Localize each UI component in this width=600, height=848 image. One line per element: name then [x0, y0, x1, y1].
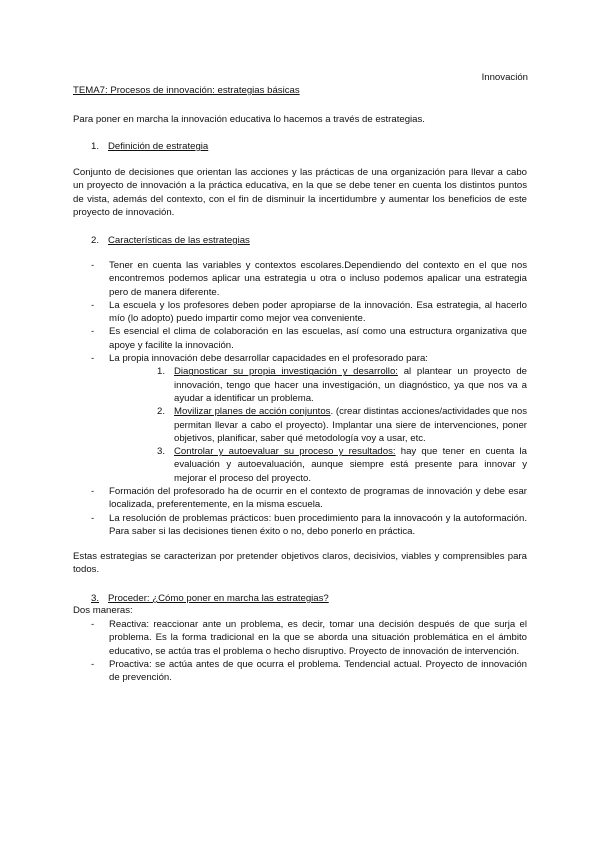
header-subject: Innovación — [481, 72, 528, 83]
sub-item-number: 2. — [157, 406, 166, 418]
sub-item-number: 3. — [157, 446, 166, 458]
section1-title: Definición de estrategia — [108, 141, 209, 152]
intro-paragraph: Para poner en marcha la innovación educativa lo hacemos a través de estrategias. — [73, 114, 425, 125]
section2-heading — [91, 234, 250, 247]
section3-title: Proceder: ¿Cómo poner en marcha las estrategias? — [108, 593, 329, 604]
page-title: TEMA7: Procesos de innovación: estrategias básicas — [73, 85, 300, 96]
sub-list-item — [157, 405, 527, 445]
list-item: - Tener en cuenta las variables y contextos escolares.Dependiendo del contexto en el que nos encontremos podemos aplicar una estrategia u otra o incluso podemos apalicar una estrategia pero de manera diferente. — [91, 259, 527, 299]
list-item: - La escuela y los profesores deben poder apropiarse de la innovación. Esa estrategia, al hacerlo mío (lo adopto) puedo impartir como mejor vea conveniente. — [91, 299, 527, 326]
section2-title: Características de las estrategias — [108, 235, 250, 246]
list-item: - Reactiva: reaccionar ante un problema, es decir, tomar una decisión después de que surja el problema. Es la forma tradicional en la que se aborda una situación problemática en el ámbito educativo, se actúa tras el problema o hecho disruptivo. Proyecto de innovación de intervención. — [91, 618, 527, 658]
list-item: - Formación del profesorado ha de ocurrir en el contexto de programas de innovación y debe esar localizada, preferentemente, en la misma escuela. — [91, 485, 527, 512]
section1-number: 1. — [91, 141, 100, 152]
capacities-list — [109, 365, 527, 485]
section3-lead: Dos maneras: — [73, 605, 133, 616]
sub-item-text: al plantear un proyecto de innovación, tengo que hacer una investigación, un diagnóstico, ya que nos va a ayudar a identificar un problema. — [174, 366, 527, 404]
list-item: - La resolución de problemas prácticos: buen procedimiento para la innovacoón y la autoformación. Para saber si las decisiones tienen éxito o no, debo ponerlo en práctica. — [91, 512, 527, 539]
sub-item-text: . (crear distintas acciones/actividades que nos permitan llevar a cabo el proyecto). Implantar una siere de intervenciones, poner objetivos, planificar, saber qué metodología voy a usar, etc. — [174, 406, 528, 444]
sub-item-text: hay que tener en cuenta la evaluación y autoevaluación, aunque siempre está presente para innovar y mejorar el proceso del proyecto. — [174, 446, 527, 484]
list-item: - Proactiva: se actúa antes de que ocurra el problema. Tendencial actual. Proyecto de innovación de prevención. — [91, 658, 527, 685]
section2-list — [91, 259, 527, 538]
list-item-text: La propia innovación debe desarrollar capacidades en el profesorado para: — [109, 353, 428, 365]
sub-item-number: 1. — [157, 366, 166, 378]
sub-list-item — [157, 445, 527, 485]
sub-list-item — [157, 365, 527, 405]
section2-closing: Estas estrategias se caracterizan por pretender objetivos claros, decisivios, viables y comprensibles para todos. — [73, 551, 527, 576]
section3-list — [91, 618, 527, 684]
section3-number: 3. — [91, 593, 100, 604]
sub-item-label: Controlar y autoevaluar su proceso y resultados: — [174, 446, 396, 458]
sub-item-label: Diagnosticar su propia investigación y desarrollo: — [174, 366, 398, 378]
section1-body: Conjunto de decisiones que orientan las acciones y las prácticas de una organización para llevar a cabo un proyecto de innovación a la práctica educativa, en la que se debe tener en cuenta los distintos puntos de vista, además del contexto, con el fin de disminuir la incertidumbre y aumentar los beneficios de este proyecto de innovación. — [73, 167, 527, 218]
list-item: - Es esencial el clima de colaboración en las escuelas, así como una estructura organizativa que apoye y facilite la innovación. — [91, 325, 527, 352]
section2-number: 2. — [91, 235, 100, 246]
list-item — [91, 352, 527, 485]
sub-item-label: Movilizar planes de acción conjuntos — [174, 406, 331, 418]
section1-heading — [91, 140, 208, 153]
